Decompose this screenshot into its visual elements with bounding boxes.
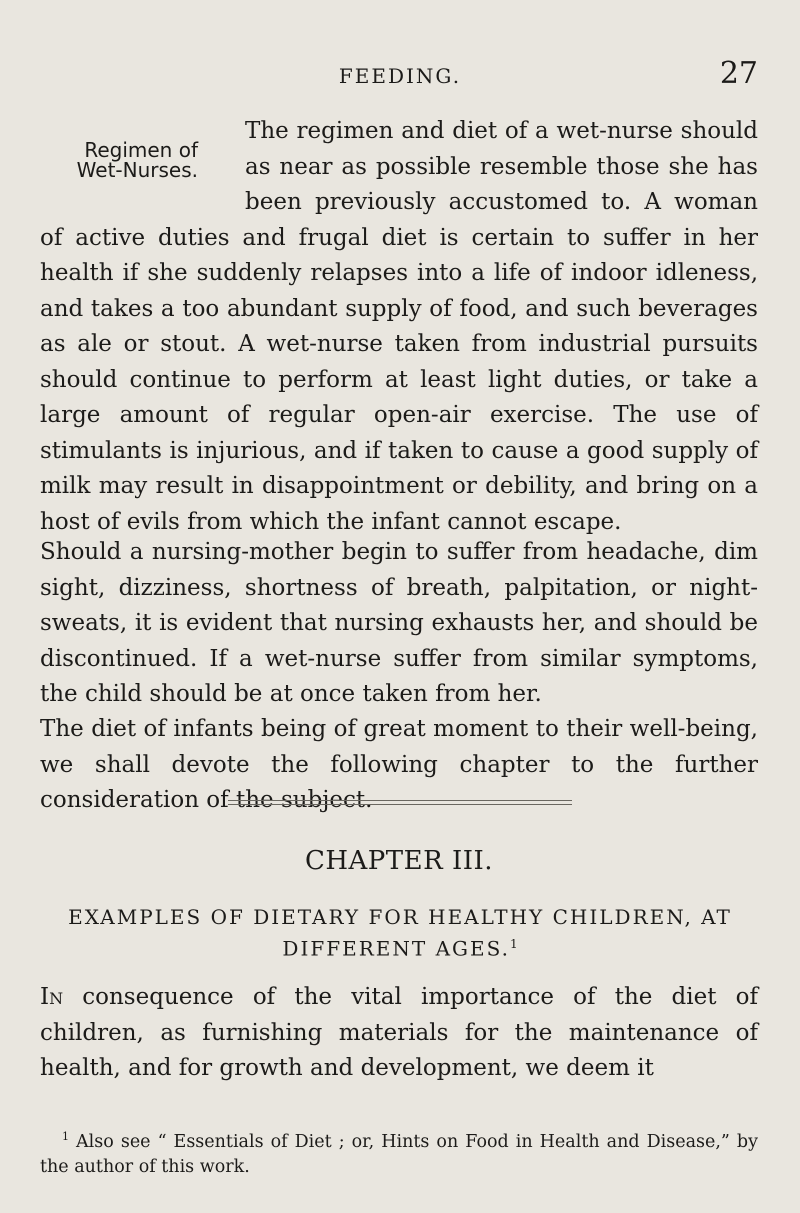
paragraph-text: consequence of the vital importance of the diet of children, as furnishing materials for the maintenance of health, and for growth and development, we deem it bbox=[40, 984, 758, 1081]
paragraph-text: The regimen and diet of a wet-nurse should as near as possible resemble those she has been previously accustomed to. A woman of active duties and frugal diet is certain to suffer in her health if she suddenly relapses into a life of indoor idleness, and takes a too abundant supply of food, and such beverages as ale or stout. A wet-nurse taken from industrial pursuits should continue to perform at least light duties, or take a large amount of regular open-air exercise. The use of stimulants is injurious, and if taken to cause a good supply of milk may result in disappointment or debility, and bring on a host of evils from which the infant cannot escape. bbox=[40, 118, 758, 535]
footnote-marker: 1 bbox=[62, 1130, 69, 1143]
chapter-subtitle-text: EXAMPLES OF DIETARY FOR HEALTHY CHILDREN, AT DIFFERENT AGES. bbox=[68, 905, 732, 961]
margin-note-line: Wet-Nurses. bbox=[76, 158, 198, 182]
section-divider bbox=[228, 800, 572, 801]
margin-note-line: Regimen of bbox=[84, 138, 198, 162]
footnote-text: Also see “ Essentials of Diet ; or, Hints on Food in Health and Disease,” by the author of this work. bbox=[40, 1131, 758, 1177]
section-divider bbox=[228, 804, 572, 805]
chapter-lead-word: In bbox=[40, 984, 64, 1010]
chapter-subtitle bbox=[60, 904, 740, 963]
footnote-reference: 1 bbox=[509, 937, 518, 951]
footnote bbox=[40, 1124, 758, 1180]
paragraph-regimen bbox=[40, 114, 758, 540]
paragraph-diet-of-infants: The diet of infants being of great moment to their well-being, we shall devote the following chapter to the further consideration of the subject. bbox=[40, 716, 758, 813]
running-title: FEEDING. bbox=[338, 64, 462, 88]
margin-note-space bbox=[40, 114, 245, 219]
chapter-opening-paragraph bbox=[40, 980, 758, 1087]
paragraph-symptoms: Should a nursing-mother begin to suffer from headache, dim sight, dizziness, shortness of breath, palpitation, or night-sweats, it is evident that nursing exhausts her, and should be discontinued. If a wet-nurse suffer from similar symptoms, the child should be at once taken from her. bbox=[40, 539, 758, 707]
chapter-title: CHAPTER III. bbox=[304, 846, 494, 876]
running-head bbox=[40, 58, 760, 92]
page-number: 27 bbox=[719, 56, 758, 91]
